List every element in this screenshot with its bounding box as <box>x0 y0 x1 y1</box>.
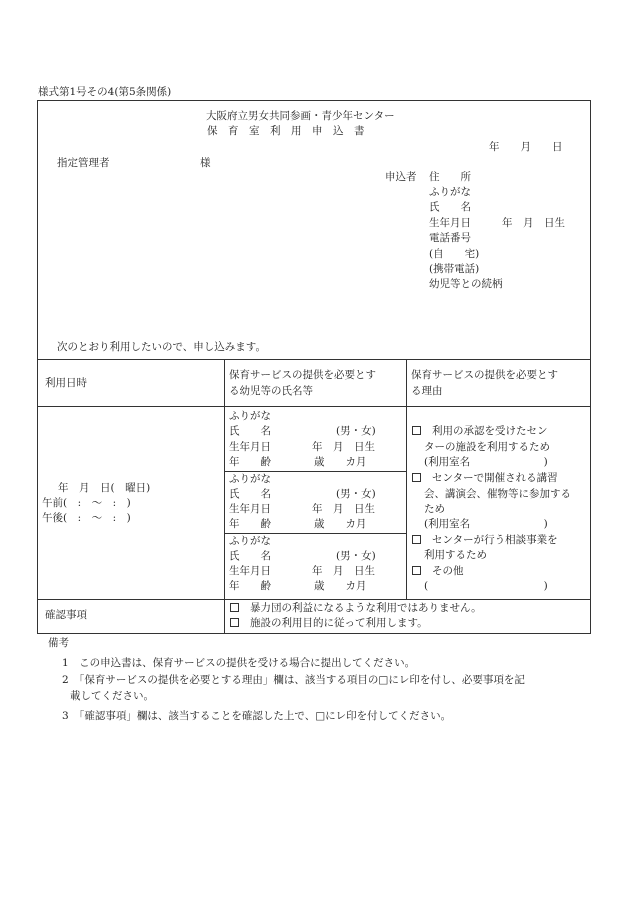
header-reason-line1: 保育サービスの提供を必要とす <box>411 369 558 381</box>
reason-2-line1: センターで開催される講習 <box>432 472 558 484</box>
organization-name: 大阪府立男女共同参画・青少年センター <box>206 110 395 122</box>
form-title: 保 育 室 利 用 申 込 書 <box>207 125 365 137</box>
child-birth-label: 生年月日 <box>229 441 271 453</box>
furigana-label: ふりがな <box>429 186 471 198</box>
confirm-item-1: 暴力団の利益になるような利用ではありません。 <box>250 602 482 614</box>
note-3: 3 「確認事項」欄は、該当することを確認した上で、□にレ印を付してください。 <box>62 710 452 722</box>
phone-label: 電話番号 <box>429 232 471 244</box>
child-age-value: 歳 カ月 <box>314 580 367 592</box>
notes-heading: 備考 <box>48 637 69 649</box>
child-age-label: 年 齢 <box>229 518 271 530</box>
reason-1-room: (利用室名 ) <box>424 456 548 468</box>
table-divider <box>224 359 225 634</box>
reason-4-label: その他 <box>432 565 464 577</box>
confirm-label: 確認事項 <box>45 609 87 621</box>
reason-checkbox-4[interactable] <box>412 565 421 578</box>
confirm-checkbox-1[interactable] <box>230 602 239 615</box>
intro-text: 次のとおり利用したいので、申し込みます。 <box>57 341 266 353</box>
table-divider <box>37 406 591 407</box>
mobile-phone-label: (携帯電話) <box>429 263 480 275</box>
child-name-label: 氏 名 <box>229 425 271 437</box>
child-age-value: 歳 カ月 <box>314 456 367 468</box>
usage-am: 午前( : 〜 : ) <box>42 497 131 509</box>
usage-pm: 午後( : 〜 : ) <box>42 512 131 524</box>
child-furigana: ふりがな <box>229 535 271 547</box>
usage-date: 年 月 日( 曜日) <box>58 482 151 494</box>
reason-3-line2: 利用するため <box>424 549 487 561</box>
form-number: 様式第1号その4(第5条関係) <box>38 86 172 98</box>
child-furigana: ふりがな <box>229 473 271 485</box>
relation-label: 幼児等との続柄 <box>429 278 503 290</box>
confirm-item-2: 施設の利用目的に従って利用します。 <box>250 617 428 629</box>
address-label: 住 所 <box>429 171 471 183</box>
reason-1-line1: 利用の承認を受けたセン <box>432 425 548 437</box>
reason-3-line1: センターが行う相談事業を <box>432 534 558 546</box>
date-line: 年 月 日 <box>489 141 563 153</box>
child-birth-value: 年 月 日生 <box>312 441 375 453</box>
application-header-box <box>37 100 591 360</box>
reason-2-line3: ため <box>424 503 445 515</box>
child-age-label: 年 齢 <box>229 580 271 592</box>
table-divider <box>224 471 406 472</box>
reason-2-line2: 会、講演会、催物等に参加する <box>424 488 571 500</box>
header-child-line2: る幼児等の氏名等 <box>229 385 313 397</box>
birthdate-label: 生年月日 <box>429 217 471 229</box>
note-2-cont: 載してください。 <box>70 690 154 702</box>
reason-checkbox-2[interactable] <box>412 472 421 485</box>
child-sex: (男・女) <box>336 425 376 437</box>
table-divider <box>37 599 591 600</box>
birthdate-value: 年 月 日生 <box>502 217 565 229</box>
reason-4-detail: ( ) <box>424 580 548 592</box>
honorific: 様 <box>200 157 211 169</box>
child-name-label: 氏 名 <box>229 488 271 500</box>
reason-2-room: (利用室名 ) <box>424 518 548 530</box>
header-usage-datetime: 利用日時 <box>45 377 87 389</box>
confirm-checkbox-2[interactable] <box>230 617 239 630</box>
child-sex: (男・女) <box>336 550 376 562</box>
applicant-label: 申込者 <box>385 171 417 183</box>
child-furigana: ふりがな <box>229 410 271 422</box>
child-birth-label: 生年月日 <box>229 503 271 515</box>
reason-checkbox-3[interactable] <box>412 534 421 547</box>
child-sex: (男・女) <box>336 488 376 500</box>
name-label: 氏 名 <box>429 201 471 213</box>
child-age-value: 歳 カ月 <box>314 518 367 530</box>
note-2: 2 「保育サービスの提供を必要とする理由」欄は、該当する項目の□にレ印を付し、必要事項を記 <box>62 674 525 686</box>
manager-label: 指定管理者 <box>57 157 110 169</box>
reason-checkbox-1[interactable] <box>412 425 421 438</box>
child-birth-value: 年 月 日生 <box>312 503 375 515</box>
table-divider <box>406 359 407 599</box>
home-phone-label: (自 宅) <box>429 248 480 260</box>
header-child-line1: 保育サービスの提供を必要とす <box>229 369 376 381</box>
child-birth-value: 年 月 日生 <box>312 565 375 577</box>
child-name-label: 氏 名 <box>229 550 271 562</box>
child-age-label: 年 齢 <box>229 456 271 468</box>
child-birth-label: 生年月日 <box>229 565 271 577</box>
table-divider <box>224 533 406 534</box>
reason-1-line2: ターの施設を利用するため <box>424 441 550 453</box>
note-1: 1 この申込書は、保育サービスの提供を受ける場合に提出してください。 <box>62 657 416 669</box>
header-reason-line2: る理由 <box>411 385 443 397</box>
